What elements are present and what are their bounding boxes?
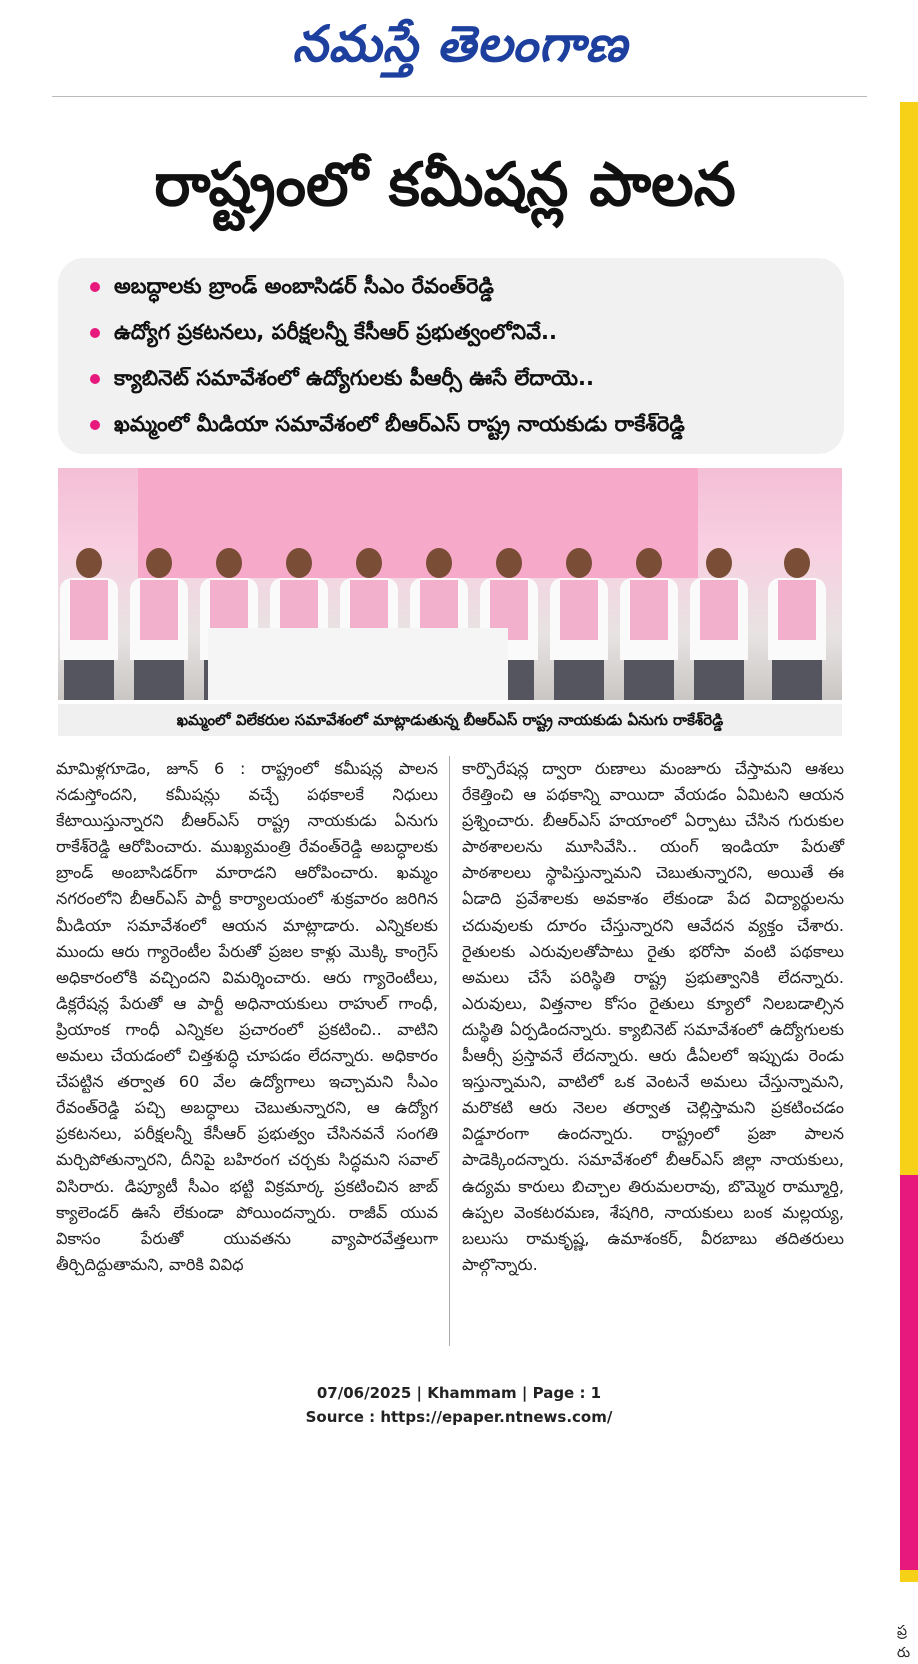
highlights-box [58, 258, 844, 454]
highlight-item [90, 312, 557, 352]
bullet-dot-icon [90, 374, 100, 384]
photo-person [550, 548, 608, 700]
highlight-text: ఉద్యోగ ప్రకటనలు, పరీక్షలన్నీ కేసీఆర్ ప్రభుత్వంలోనివే.. [114, 320, 557, 344]
highlight-text: అబద్ధాలకు బ్రాండ్ అంబాసిడర్ సీఎం రేవంత్‌రెడ్డి [114, 274, 494, 298]
photo-person [620, 548, 678, 700]
highlight-item [90, 404, 685, 444]
bullet-dot-icon [90, 282, 100, 292]
highlight-item [90, 358, 594, 398]
article-column-left: మామిళ్లగూడెం, జూన్ 6 : రాష్ట్రంలో కమీషన్ల పాలన నడుస్తోందని, కమీషన్లు వచ్చే పథకాలకే నిధులు కేటాయిస్తున్నారని బీఆర్ఎస్ రాష్ట్ర నాయకుడు ఏనుగు రాకేశ్‌రెడ్డి ఆరోపించారు. ముఖ్యమంత్రి రేవంత్‌రెడ్డి అబద్ధాలకు బ్రాండ్ అంబాసిడర్‌గా మారాడని ఆరోపించారు. ఖమ్మం నగరంలోని బీఆర్ఎస్ పార్టీ కార్యాలయంలో శుక్రవారం జరిగిన మీడియా సమావేశంలో ఆయన మాట్లాడారు. ఎన్నికలకు ముందు ఆరు గ్యారెంటీల పేరుతో ప్రజల కాళ్లు మొక్కి కాంగ్రెస్ అధికారంలోకి వచ్చిందని విమర్శించారు. ఆరు గ్యారెంటీలు, డిక్లరేషన్ల పేరుతో ఆ పార్టీ అధినాయకులు రాహుల్ గాంధీ, ప్రియాంక గాంధీ ఎన్నికల ప్రచారంలో ప్రకటించి.. వాటిని అమలు చేయడంలో చిత్తశుద్ధి చూపడం లేదన్నారు. అధికారం చేపట్టిన తర్వాత 60 వేల ఉద్యోగాలు ఇచ్చామని సీఎం రేవంత్‌రెడ్డి పచ్చి అబద్ధాలు చెబుతున్నారని, ఆ ఉద్యోగ ప్రకటనలు, పరీక్షలన్నీ కేసీఆర్ ప్రభుత్వం చేసినవనే సంగతి మర్చిపోతున్నారని, దీనిపై బహిరంగ చర్చకు సిద్ధమని సవాల్ విసిరారు. డిప్యూటీ సీఎం భట్టి విక్రమార్క ప్రకటించిన జాబ్ క్యాలెండర్ ఊసే లేకుండా పోయిందన్నారు. రాజీవ్ యువ వికాసం పేరుతో యువతను వ్యాపారవేత్తలుగా తీర్చిదిద్దుతామని, వారికి వివిధ [56, 759, 438, 1274]
adjacent-article-fragment [897, 1620, 918, 1664]
photo-caption: ఖమ్మంలో విలేకరుల సమావేశంలో మాట్లాడుతున్న బీఆర్ఎస్ రాష్ట్ర నాయకుడు ఏనుగు రాకేశ్‌రెడ్డి [58, 704, 842, 736]
photo-person [768, 548, 826, 700]
highlight-item [90, 266, 494, 306]
footer-source: Source : https://epaper.ntnews.com/ [305, 1408, 613, 1426]
headline: రాష్ట్రంలో కమీషన్ల పాలన [154, 150, 736, 220]
highlight-text: క్యాబినెట్ సమావేశంలో ఉద్యోగులకు పీఆర్సీ ఊసే లేదాయె.. [114, 366, 595, 390]
footer-dateline: 07/06/2025 | Khammam | Page : 1 [316, 1384, 602, 1402]
photo-person [690, 548, 748, 700]
photo-table [208, 628, 508, 700]
fragment-line: ప్ర [897, 1623, 907, 1639]
bullet-dot-icon [90, 420, 100, 430]
masthead-logo: నమస్తే తెలంగాణ [292, 15, 628, 73]
photo-person [130, 548, 188, 700]
header-rule [52, 96, 867, 97]
bullet-dot-icon [90, 328, 100, 338]
highlight-text: ఖమ్మంలో మీడియా సమావేశంలో బీఆర్ఎస్ రాష్ట్ర నాయకుడు రాకేశ్‌రెడ్డి [114, 412, 685, 436]
sidebar-pink-strip [900, 1175, 918, 1570]
photo-person [60, 548, 118, 700]
press-meet-photo [58, 468, 842, 700]
column-divider [449, 756, 450, 1346]
article-column-right: కార్పొరేషన్ల ద్వారా రుణాలు మంజూరు చేస్తామని ఆశలు రేకెత్తించి ఆ పథకాన్ని వాయిదా వేయడం ఏమిటని ఆయన ప్రశ్నించారు. బీఆర్ఎస్ హయాంలో ఏర్పాటు చేసిన గురుకుల పాఠశాలలను మూసివేసి.. యంగ్ ఇండియా పేరుతో పాఠశాలలు స్థాపిస్తున్నామని చెబుతున్నారని, అయితే ఈ ఏడాది ప్రవేశాలకు అవకాశం లేకుండా పేద విద్యార్థులను చదువులకు దూరం చేస్తున్నారని ఆవేదన వ్యక్తం చేశారు. రైతులకు ఎరువులతోపాటు రైతు భరోసా వంటి పథకాలు అమలు చేసే పరిస్థితి రాష్ట్ర ప్రభుత్వానికి లేదన్నారు. ఎరువులు, విత్తనాల కోసం రైతులు క్యూలో నిలబడాల్సిన దుస్థితి ఏర్పడిందన్నారు. క్యాబినెట్ సమావేశంలో ఉద్యోగులకు పీఆర్సీ ప్రస్తావనే లేదన్నారు. ఆరు డీఏలలో ఇప్పుడు రెండు ఇస్తున్నామని, వాటిలో ఒక వెంటనే అమలు చేస్తున్నామని, మరొకటి ఆరు నెలల తర్వాత చెల్లిస్తామని ప్రకటించడం విడ్డూరంగా ఉందన్నారు. రాష్ట్రంలో ప్రజా పాలన పాడెక్కిందన్నారు. సమావేశంలో బీఆర్ఎస్ జిల్లా నాయకులు, ఉద్యమ కారులు బిచ్చాల తిరుమలరావు, బొమ్మెర రామ్మూర్తి, ఉప్పల వెంకటరమణ, శేషగిరి, నాయకులు బంక మల్లయ్య, బలుసు రామకృష్ణ, ఉమాశంకర్, వీరబాబు తదితరులు పాల్గొన్నారు. [462, 759, 844, 1274]
fragment-line: రు [897, 1645, 911, 1661]
